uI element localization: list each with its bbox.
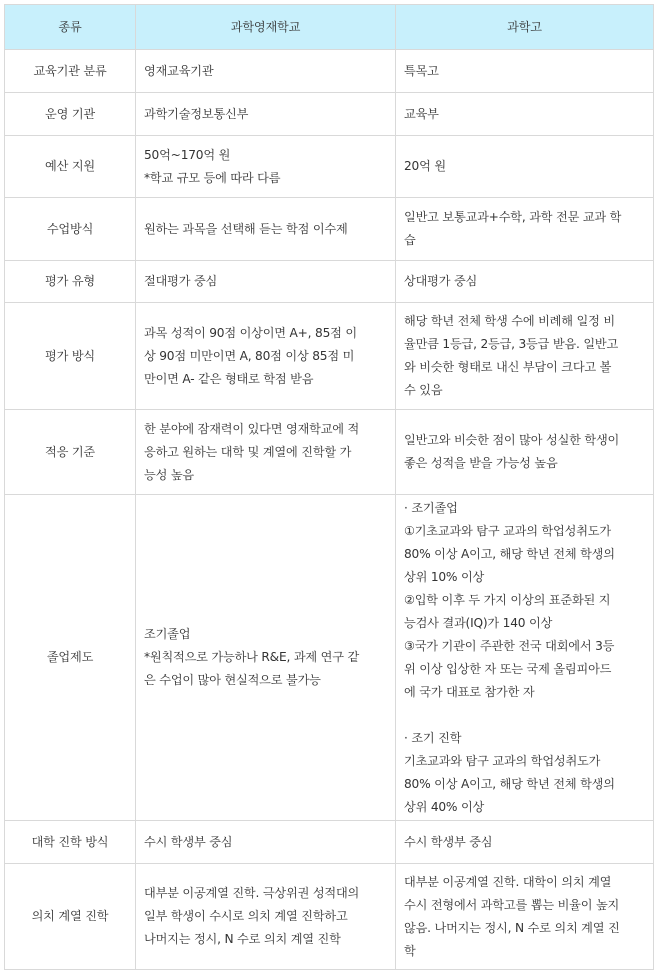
gifted-school-cell: 한 분야에 잠재력이 있다면 영재학교에 적 응하고 원하는 대학 및 계열에 진학할 가 능성 높음 xyxy=(136,410,396,495)
table-header xyxy=(5,5,654,50)
row-category: 예산 지원 xyxy=(5,136,136,198)
header-science-high-school: 과학고 xyxy=(396,5,654,50)
table-body xyxy=(5,50,654,970)
header-type: 종류 xyxy=(5,5,136,50)
row-category: 졸업제도 xyxy=(5,495,136,821)
table-row xyxy=(5,261,654,303)
gifted-school-cell: 과학기술정보통신부 xyxy=(136,93,396,136)
row-category: 적응 기준 xyxy=(5,410,136,495)
gifted-school-cell: 과목 성적이 90점 이상이면 A+, 85점 이 상 90점 미만이면 A, 80점 이상 85점 미 만이면 A- 같은 형태로 학점 받음 xyxy=(136,303,396,410)
row-category: 교육기관 분류 xyxy=(5,50,136,93)
table-row xyxy=(5,821,654,864)
table-row xyxy=(5,198,654,261)
row-category: 대학 진학 방식 xyxy=(5,821,136,864)
table-row xyxy=(5,303,654,410)
science-high-cell: · 조기졸업 ①기초교과와 탐구 교과의 학업성취도가 80% 이상 A이고, 해당 학년 전체 학생의 상위 10% 이상 ②입학 이후 두 가지 이상의 표준화된 지 능검사 결과(IQ)가 140 이상 ③국가 기관이 주관한 전국 대회에서 3등 위 이상 입상한 자 또는 국제 올림피아드 에 국가 대표로 참가한 자 · 조기 진학 기초교과와 탐구 교과의 학업성취도가 80% 이상 A이고, 해당 학년 전체 학생의 상위 40% 이상 xyxy=(396,495,654,821)
table-row xyxy=(5,50,654,93)
gifted-school-cell: 절대평가 중심 xyxy=(136,261,396,303)
row-category: 평가 방식 xyxy=(5,303,136,410)
science-high-cell: 일반고 보통교과+수학, 과학 전문 교과 학 습 xyxy=(396,198,654,261)
science-high-cell: 특목고 xyxy=(396,50,654,93)
science-high-cell: 대부분 이공계열 진학. 대학이 의치 계열 수시 전형에서 과학고를 뽑는 비율이 높지 않음. 나머지는 정시, N 수로 의치 계열 진 학 xyxy=(396,864,654,970)
row-category: 의치 계열 진학 xyxy=(5,864,136,970)
table-row xyxy=(5,410,654,495)
science-high-cell: 수시 학생부 중심 xyxy=(396,821,654,864)
row-category: 평가 유형 xyxy=(5,261,136,303)
comparison-table xyxy=(4,4,654,970)
table-row xyxy=(5,495,654,821)
science-high-cell: 일반고와 비슷한 점이 많아 성실한 학생이 좋은 성적을 받을 가능성 높음 xyxy=(396,410,654,495)
row-category: 수업방식 xyxy=(5,198,136,261)
gifted-school-cell: 조기졸업 *원칙적으로 가능하나 R&E, 과제 연구 같 은 수업이 많아 현실적으로 불가능 xyxy=(136,495,396,821)
row-category: 운영 기관 xyxy=(5,93,136,136)
header-row xyxy=(5,5,654,50)
gifted-school-cell: 원하는 과목을 선택해 듣는 학점 이수제 xyxy=(136,198,396,261)
science-high-cell: 상대평가 중심 xyxy=(396,261,654,303)
science-high-cell: 해당 학년 전체 학생 수에 비례해 일정 비 율만큼 1등급, 2등급, 3등급 받음. 일반고 와 비슷한 형태로 내신 부담이 크다고 볼 수 있음 xyxy=(396,303,654,410)
table-row xyxy=(5,136,654,198)
header-science-gifted-school: 과학영재학교 xyxy=(136,5,396,50)
gifted-school-cell: 영재교육기관 xyxy=(136,50,396,93)
science-high-cell: 20억 원 xyxy=(396,136,654,198)
table-row xyxy=(5,93,654,136)
gifted-school-cell: 수시 학생부 중심 xyxy=(136,821,396,864)
gifted-school-cell: 대부분 이공계열 진학. 극상위권 성적대의 일부 학생이 수시로 의치 계열 진학하고 나머지는 정시, N 수로 의치 계열 진학 xyxy=(136,864,396,970)
gifted-school-cell: 50억~170억 원 *학교 규모 등에 따라 다름 xyxy=(136,136,396,198)
science-high-cell: 교육부 xyxy=(396,93,654,136)
table-row xyxy=(5,864,654,970)
